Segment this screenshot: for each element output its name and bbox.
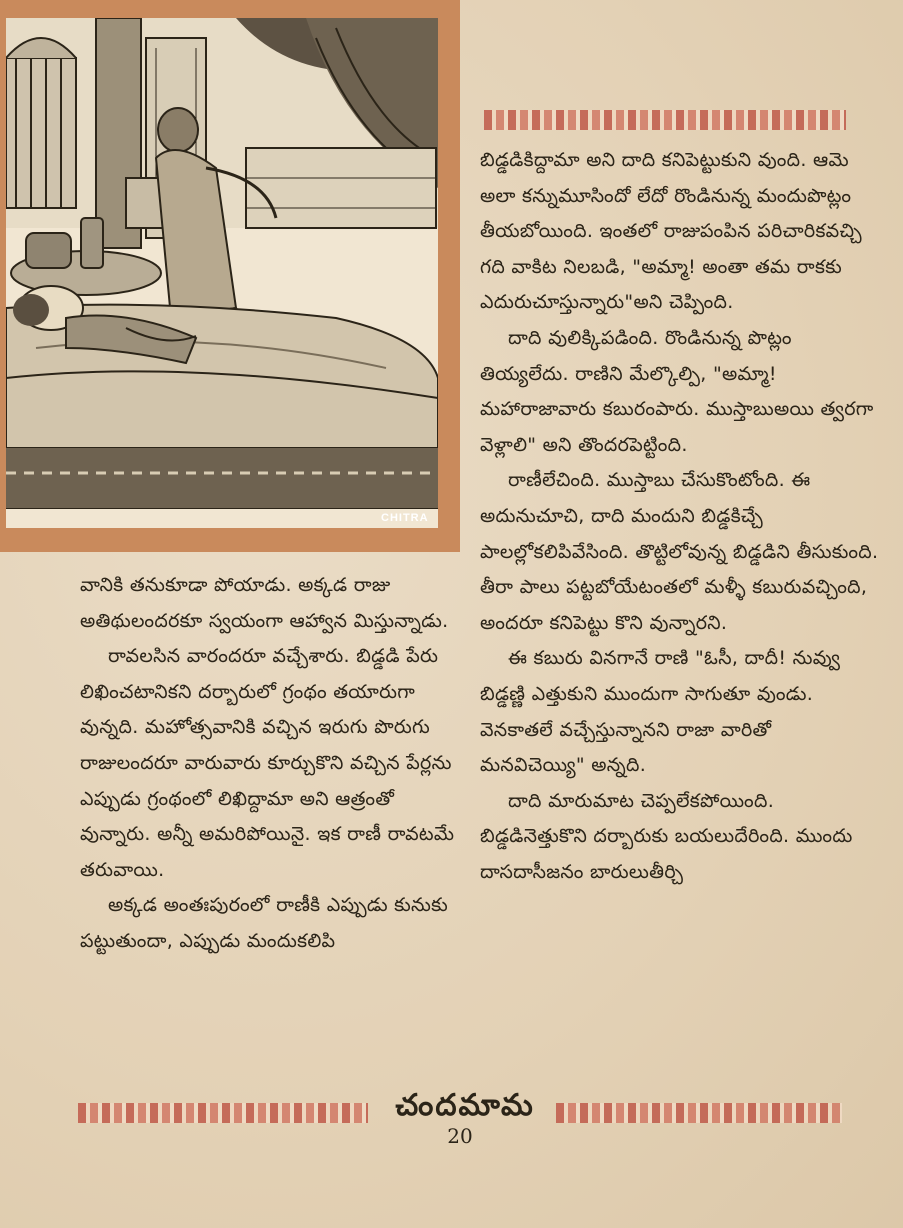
- paragraph: రావలసిన వారందరూ వచ్చేశారు. బిడ్డడి పేరు లిఖించటానికని దర్బారులో గ్రంథం తయారుగా వున్నది. మహోత్సవానికి వచ్చిన ఇరుగు పొరుగు రాజులందరూ వారువారు కూర్చుకొని వచ్చిన పేర్లను ఎప్పుడు గ్రంథంలో లిఖిద్దామా అని ఆత్రంతో వున్నారు. అన్నీ అమరిపోయినై. ఇక రాణీ రావటమే తరువాయి.: [80, 645, 455, 881]
- story-illustration: [0, 0, 460, 552]
- magazine-title: చందమామ: [395, 1088, 535, 1123]
- paragraph: దాది వులిక్కిపడింది. రొండినున్న పొట్లం తియ్యలేదు. రాణిని మేల్కొల్పి, "అమ్మా! మహారాజావారు కబురంపారు. ముస్తాబుఅయి త్వరగా వెళ్లాలి" అని తొందరపెట్టింది.: [480, 326, 874, 456]
- artist-signature: CHITRA: [381, 512, 429, 524]
- page-number: 20: [447, 1124, 473, 1148]
- paragraph: రాణీలేచింది. ముస్తాబు చేసుకొంటోంది. ఈ అదునుచూచి, దాది మందుని బిడ్డకిచ్చే పాలల్లోకలిపివేసింది. తొట్టిలోవున్న బిడ్డడిని తీసుకుంది. తీరా పాలు పట్టబోయేటంతలో మళ్ళీ కబురువచ్చింది, అందరూ కనిపెట్టు కొని వున్నారని.: [480, 469, 879, 634]
- paragraph: వానికి తనుకూడా పోయాడు. అక్కడ రాజు అతిథులందరకూ స్వయంగా ఆహ్వాన మిస్తున్నాడు.: [80, 574, 449, 632]
- right-text-column: [480, 143, 880, 890]
- left-text-column: [80, 568, 460, 960]
- decorative-border-footer-right: [556, 1103, 842, 1123]
- paragraph: ఈ కబురు వినగానే రాణి "ఓసీ, దాదీ! నువ్వు బిడ్డణ్ణి ఎత్తుకుని ముందుగా సాగుతూ వుండు. వెనకాతలే వచ్చేస్తున్నానని రాజా వారితో మనవిచెయ్యి" అన్నది.: [480, 647, 841, 777]
- paragraph: దాది మారుమాట చెప్పలేకపోయింది. బిడ్డడినెత్తుకొని దర్బారుకు బయలుదేరింది. ముందు దాసదాసీజనం బారులుతీర్చి: [480, 789, 853, 883]
- paragraph: అక్కడ అంతఃపురంలో రాణీకి ఎప్పుడు కునుకు పట్టుతుందా, ఎప్పుడు మందుకలిపి: [80, 894, 448, 952]
- decorative-border-top: [484, 110, 846, 130]
- decorative-border-footer-left: [78, 1103, 368, 1123]
- bedroom-scene-drawing: [6, 18, 438, 528]
- paragraph: బిడ్డడికిద్దామా అని దాది కనిపెట్టుకుని వుంది. ఆమె అలా కన్నుమూసిందో లేదో రొండినున్న మందుపొట్లం తీయబోయింది. ఇంతలో రాజుపంపిన పరిచారికవచ్చి గది వాకిట నిలబడి, "అమ్మా! అంతా తమ రాకకు ఎదురుచూస్తున్నారు"అని చెప్పింది.: [480, 149, 862, 314]
